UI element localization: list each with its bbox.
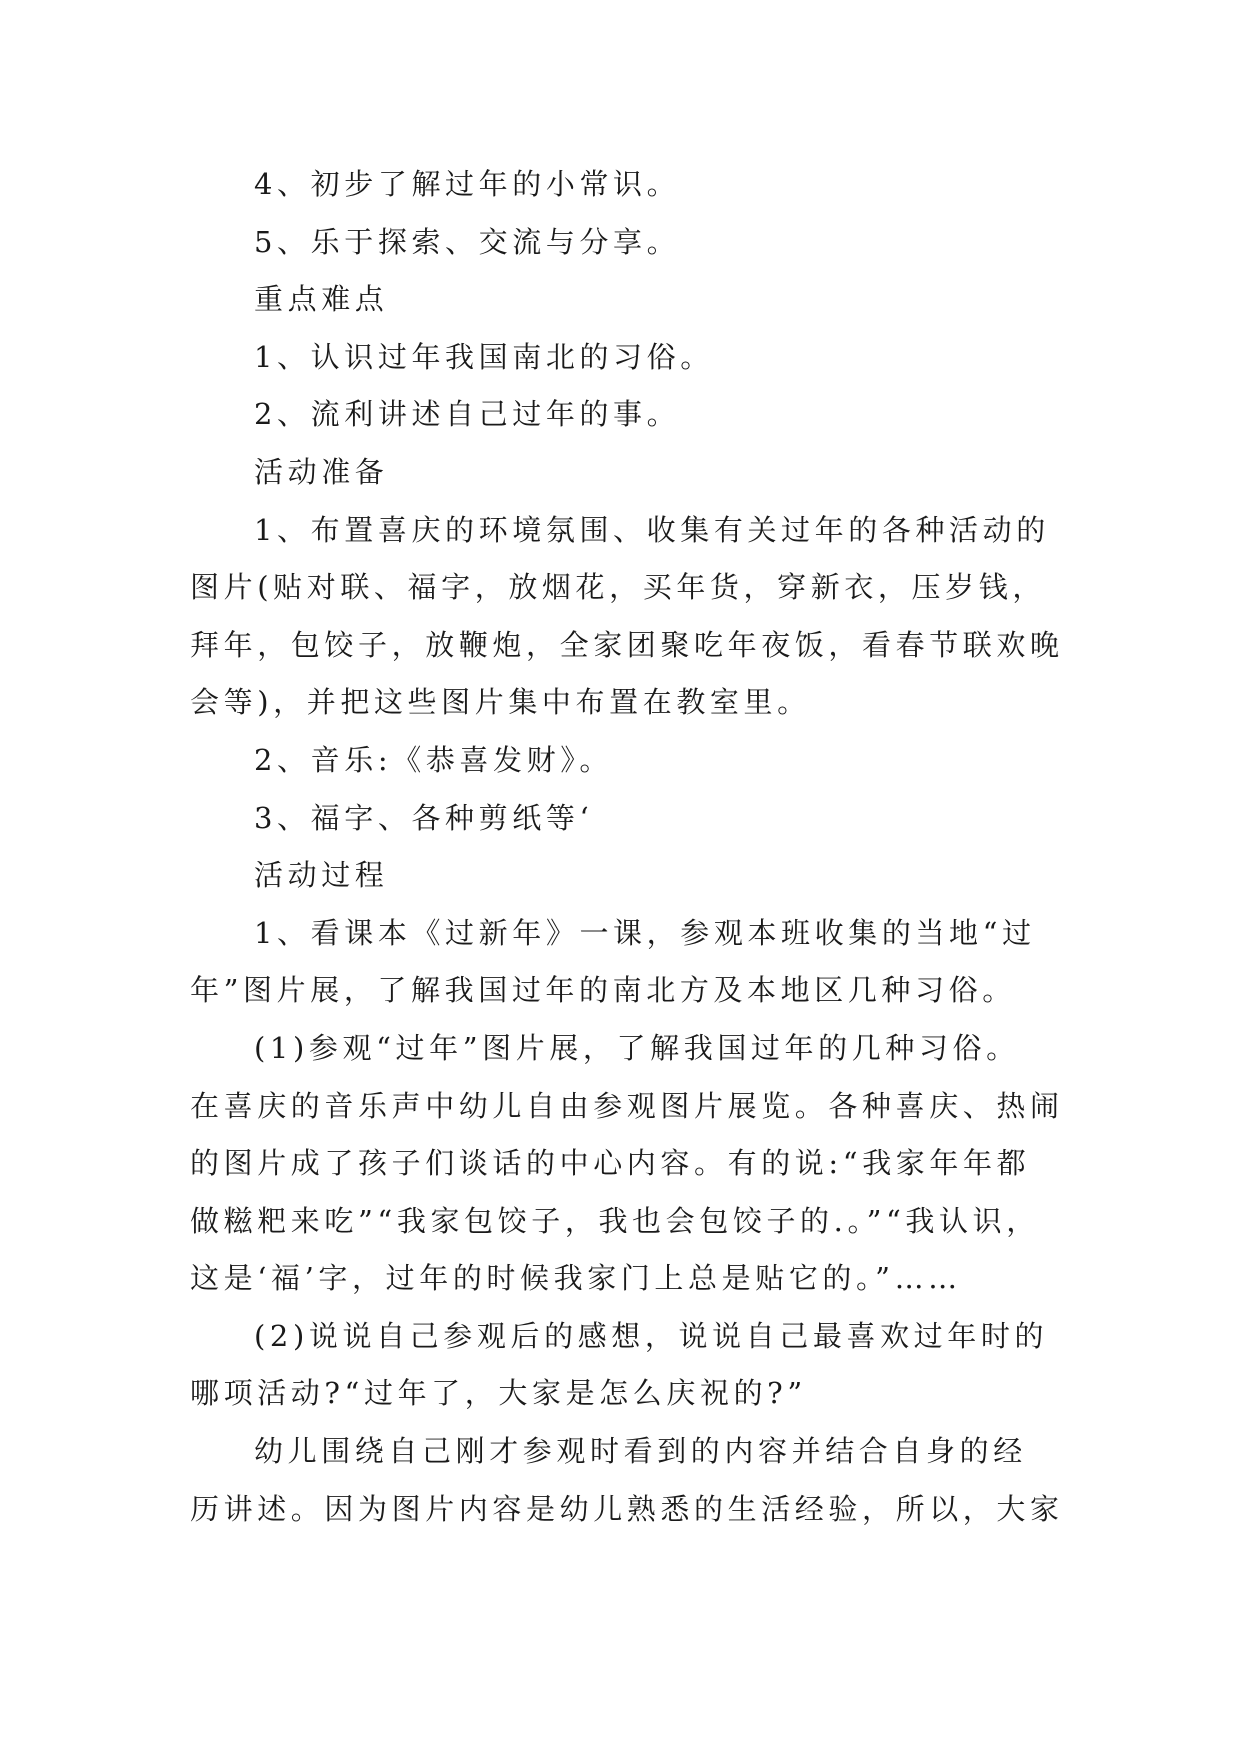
section-heading-process [190,847,1050,905]
paragraph-process-1 [190,905,1050,1020]
paragraph-key-point-1 [190,329,1050,387]
text-line: 1、认识过年我国南北的习俗。 [254,339,714,374]
text-line: 在喜庆的音乐声中幼儿自由参观图片展览。各种喜庆、热闹 [190,1088,1064,1123]
paragraph-key-point-2 [190,386,1050,444]
text-line: 的图片成了孩子们谈话的中心内容。有的说:“我家年年都 [190,1146,1031,1181]
paragraph-children-narration [190,1423,1064,1538]
text-line: 幼儿围绕自己刚才参观时看到的内容并结合自身的经 [254,1434,1027,1469]
text-line: 图片(贴对联、福字，放烟花，买年货，穿新衣，压岁钱， [190,570,1046,605]
text-line: 哪项活动?“过年了，大家是怎么庆祝的?” [190,1376,807,1411]
text-line: 4、初步了解过年的小常识。 [254,167,681,201]
text-line: 2、音乐:《恭喜发财》。 [254,742,613,777]
text-line: 会等)，并把这些图片集中布置在教室里。 [190,685,811,720]
text-line: 做糍粑来吃”“我家包饺子，我也会包饺子的.。”“我认识， [190,1203,1040,1238]
text-line: 历讲述。因为图片内容是幼儿熟悉的生活经验，所以，大家 [190,1491,1064,1526]
paragraph-process-1-1 [190,1020,1064,1308]
text-line: (1)参观“过年”图片展，了解我国过年的几种习俗。 [254,1030,1020,1065]
paragraph-process-1-2 [190,1308,1050,1423]
text-line: 1、布置喜庆的环境氛围、收集有关过年的各种活动的 [254,512,1050,547]
paragraph-objective-5 [190,214,1050,272]
text-line: 5、乐于探索、交流与分享。 [254,224,681,259]
section-heading-key-points [190,271,1050,329]
section-heading: 活动过程 [254,858,389,893]
text-line: 3、福字、各种剪纸等‘ [254,800,594,835]
text-line: 年”图片展，了解我国过年的南北方及本地区几种习俗。 [190,973,1016,1008]
text-line: 拜年，包饺子，放鞭炮，全家团聚吃年夜饭，看春节联欢晚 [190,627,1064,662]
text-line: 2、流利讲述自己过年的事。 [254,397,681,432]
text-line: 1、看课本《过新年》一课，参观本班收集的当地“过 [254,915,1036,950]
paragraph-preparation-3 [190,790,1050,848]
section-heading: 重点难点 [254,282,389,317]
paragraph-preparation-2 [190,732,1050,790]
text-line: (2)说说自己参观后的感想，说说自己最喜欢过年时的 [254,1318,1049,1353]
document-body [190,156,1064,1538]
text-line: 这是‘福’字，过年的时候我家门上总是贴它的。”…… [190,1261,962,1296]
section-heading-preparation [190,444,1050,502]
section-heading: 活动准备 [254,454,389,489]
paragraph-objective-4 [190,156,1050,214]
paragraph-preparation-1 [190,502,1064,732]
